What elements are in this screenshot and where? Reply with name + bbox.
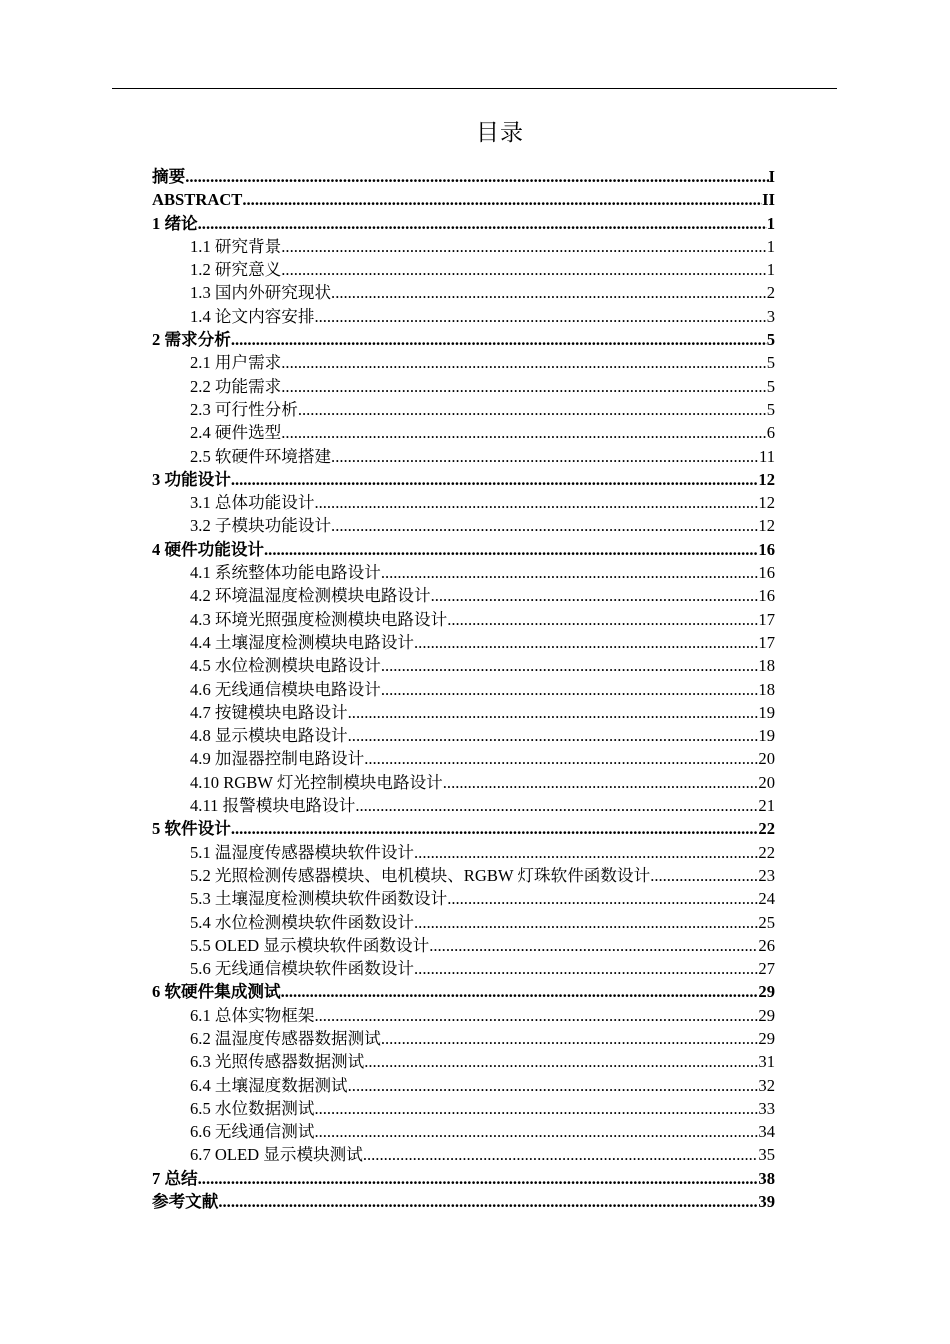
toc-entry-page: 21 [758,796,775,816]
toc-entry[interactable] [152,980,775,1003]
toc-entry[interactable] [152,817,775,840]
toc-dot-leader [381,678,759,701]
toc-entry-label: 2.2 功能需求 [190,376,282,396]
toc-entry[interactable] [152,747,775,770]
toc-entry-label: 2.4 硬件选型 [190,423,282,443]
toc-entry[interactable] [152,724,775,747]
toc-entry[interactable] [152,375,775,398]
toc-entry-page: 27 [758,959,775,979]
toc-entry[interactable] [152,538,775,561]
toc-entry[interactable] [152,1190,775,1213]
toc-entry[interactable] [152,864,775,887]
toc-entry-page: 20 [758,749,775,769]
toc-dot-leader [414,631,758,654]
toc-entry-page: 5 [766,353,775,373]
toc-dot-leader [198,1167,759,1190]
toc-entry-label: 2 需求分析 [152,330,231,350]
toc-entry[interactable] [152,468,775,491]
toc-entry-label: 5.5 OLED 显示模块软件函数设计 [190,935,430,955]
toc-entry[interactable] [152,841,775,864]
toc-dot-leader [281,375,766,398]
toc-dot-leader [231,468,759,491]
toc-dot-leader [414,841,758,864]
toc-dot-leader [348,724,759,747]
toc-entry-page: 22 [758,819,775,839]
toc-entry[interactable] [152,771,775,794]
toc-dot-leader [429,934,758,957]
toc-entry-page: 6 [766,423,775,443]
toc-entry-page: 26 [758,935,775,955]
toc-entry-page: 17 [758,609,775,629]
toc-dot-leader [281,421,766,444]
toc-entry-page: 29 [758,982,775,1002]
toc-entry-label: 6.2 温湿度传感器数据测试 [190,1028,381,1048]
toc-entry-label: 4.7 按键模块电路设计 [190,702,348,722]
toc-entry[interactable] [152,701,775,724]
toc-entry-label: ABSTRACT [152,190,243,210]
toc-entry[interactable] [152,1120,775,1143]
toc-entry-label: 3 功能设计 [152,469,231,489]
toc-dot-leader [381,654,759,677]
page-title: 目录 [476,120,524,146]
toc-dot-leader [447,887,758,910]
toc-entry-page: 25 [758,912,775,932]
toc-entry-page: 2 [766,283,775,303]
toc-dot-leader [331,445,759,468]
toc-entry-label: 5 软件设计 [152,819,231,839]
toc-entry-page: II [762,190,775,210]
toc-entry[interactable] [152,1097,775,1120]
toc-entry[interactable] [152,1074,775,1097]
toc-entry-page: 11 [759,446,775,466]
toc-entry-label: 6.4 土壤湿度数据测试 [190,1075,348,1095]
toc-entry-label: 4.1 系统整体功能电路设计 [190,563,381,583]
toc-entry[interactable] [152,421,775,444]
toc-dot-leader [431,584,759,607]
toc-dot-leader [231,817,759,840]
toc-entry[interactable] [152,235,775,258]
toc-dot-leader [231,328,767,351]
toc-entry-label: 4.11 报警模块电路设计 [190,796,356,816]
toc-entry-page: 3 [766,306,775,326]
toc-entry-page: 34 [758,1122,775,1142]
toc-entry-label: 4.4 土壤湿度检测模块电路设计 [190,632,415,652]
toc-entry-label: 1 绪论 [152,213,198,233]
toc-entry-label: 5.4 水位检测模块软件函数设计 [190,912,415,932]
toc-entry-label: 6.1 总体实物框架 [190,1005,315,1025]
toc-entry[interactable] [152,608,775,631]
toc-entry-page: 16 [758,539,775,559]
toc-entry[interactable] [152,398,775,421]
toc-dot-leader [348,701,759,724]
toc-dot-leader [443,771,759,794]
toc-dot-leader [650,864,758,887]
toc-dot-leader [281,258,766,281]
toc-entry-page: 5 [766,399,775,419]
toc-entry-label: 3.1 总体功能设计 [190,493,315,513]
toc-entry-page: 16 [758,586,775,606]
toc-entry-label: 4.8 显示模块电路设计 [190,726,348,746]
toc-entry[interactable] [152,188,775,211]
toc-dot-leader [264,538,758,561]
toc-entry-label: 4.10 RGBW 灯光控制模块电路设计 [190,772,443,792]
toc-entry-page: 12 [758,516,775,536]
toc-entry[interactable] [152,631,775,654]
toc-entry[interactable] [152,165,775,188]
toc-entry-page: 19 [758,726,775,746]
toc-entry-label: 5.1 温湿度传感器模块软件设计 [190,842,415,862]
toc-entry-page: 17 [758,632,775,652]
toc-entry[interactable] [152,1027,775,1050]
toc-entry-page: 12 [758,469,775,489]
toc-dot-leader [281,235,766,258]
toc-entry-page: 18 [758,679,775,699]
toc-entry-page: 33 [758,1098,775,1118]
toc-entry-label: 6 软硬件集成测试 [152,982,281,1002]
toc-entry-label: 6.5 水位数据测试 [190,1098,315,1118]
toc-entry[interactable] [152,911,775,934]
toc-entry-label: 3.2 子模块功能设计 [190,516,332,536]
toc-entry[interactable] [152,1143,775,1166]
toc-entry-page: 20 [758,772,775,792]
toc-entry-label: 5.2 光照检测传感器模块、电机模块、RGBW 灯珠软件函数设计 [190,865,651,885]
toc-entry-label: 4.6 无线通信模块电路设计 [190,679,381,699]
toc-entry[interactable] [152,445,775,468]
header-rule [112,88,837,89]
toc-entry-page: 32 [758,1075,775,1095]
toc-entry[interactable] [152,934,775,957]
toc-dot-leader [314,1004,758,1027]
toc-entry-page: 1 [766,213,775,233]
toc-dot-leader [218,1190,758,1213]
toc-entry-page: 18 [758,656,775,676]
toc-entry-label: 4.9 加湿器控制电路设计 [190,749,365,769]
toc-entry-label: 4 硬件功能设计 [152,539,265,559]
toc-entry-page: 29 [758,1028,775,1048]
toc-entry-page: 39 [758,1192,775,1212]
toc-entry-label: 2.1 用户需求 [190,353,282,373]
toc-entry-page: 31 [758,1052,775,1072]
toc-entry-label: 参考文献 [152,1192,219,1212]
toc-entry[interactable] [152,1004,775,1027]
toc-entry-page: 1 [766,236,775,256]
toc-entry[interactable] [152,887,775,910]
toc-entry-label: 1.2 研究意义 [190,260,282,280]
toc-dot-leader [314,491,758,514]
toc-entry[interactable] [152,351,775,374]
toc-dot-leader [381,1027,759,1050]
toc-entry[interactable] [152,491,775,514]
toc-entry[interactable] [152,281,775,304]
toc-dot-leader [281,351,766,374]
toc-entry-page: 24 [758,889,775,909]
toc-dot-leader [185,165,768,188]
toc-entry-page: 38 [758,1168,775,1188]
toc-dot-leader [314,1097,758,1120]
toc-entry-label: 5.3 土壤湿度检测模块软件函数设计 [190,889,448,909]
toc-entry-page: 12 [758,493,775,513]
toc-entry-label: 4.2 环境温湿度检测模块电路设计 [190,586,431,606]
toc-dot-leader [364,1050,758,1073]
toc-entry[interactable] [152,1167,775,1190]
toc-entry[interactable] [152,957,775,980]
toc-dot-leader [314,1120,758,1143]
toc-entry-label: 1.3 国内外研究现状 [190,283,332,303]
toc-entry-label: 5.6 无线通信模块软件函数设计 [190,959,415,979]
toc-entry[interactable] [152,514,775,537]
toc-entry-page: 1 [766,260,775,280]
toc-dot-leader [447,608,758,631]
toc-entry-label: 1.1 研究背景 [190,236,282,256]
toc-entry[interactable] [152,584,775,607]
toc-dot-leader [414,957,758,980]
toc-entry-label: 6.3 光照传感器数据测试 [190,1052,365,1072]
toc-entry[interactable] [152,305,775,328]
toc-entry-page: 16 [758,563,775,583]
toc-entry-label: 6.6 无线通信测试 [190,1122,315,1142]
toc-dot-leader [281,980,759,1003]
toc-entry-label: 7 总结 [152,1168,198,1188]
toc-entry[interactable] [152,212,775,235]
toc-dot-leader [198,212,767,235]
table-of-contents [152,165,775,1213]
toc-entry-page: 35 [758,1145,775,1165]
toc-entry-page: 22 [758,842,775,862]
toc-dot-leader [363,1143,759,1166]
toc-entry-label: 6.7 OLED 显示模块测试 [190,1145,363,1165]
toc-entry-page: 5 [766,330,775,350]
toc-dot-leader [364,747,758,770]
toc-dot-leader [381,561,759,584]
toc-entry-label: 摘要 [152,167,186,186]
toc-dot-leader [355,794,758,817]
toc-entry-page: I [768,167,775,186]
toc-entry-label: 2.5 软硬件环境搭建 [190,446,332,466]
toc-entry[interactable] [152,678,775,701]
toc-entry-page: 19 [758,702,775,722]
toc-entry-label: 4.5 水位检测模块电路设计 [190,656,381,676]
toc-entry-label: 1.4 论文内容安排 [190,306,315,326]
toc-dot-leader [414,911,758,934]
toc-dot-leader [314,305,766,328]
toc-entry[interactable] [152,654,775,677]
toc-entry-label: 4.3 环境光照强度检测模块电路设计 [190,609,448,629]
toc-dot-leader [331,514,758,537]
toc-entry-page: 23 [758,865,775,885]
toc-entry-page: 29 [758,1005,775,1025]
toc-entry-label: 2.3 可行性分析 [190,399,298,419]
toc-entry-page: 5 [766,376,775,396]
toc-entry[interactable] [152,258,775,281]
toc-dot-leader [242,188,762,211]
toc-dot-leader [298,398,767,421]
toc-entry[interactable] [152,561,775,584]
toc-dot-leader [348,1074,759,1097]
toc-entry[interactable] [152,1050,775,1073]
toc-dot-leader [331,281,767,304]
toc-entry[interactable] [152,794,775,817]
toc-entry[interactable] [152,328,775,351]
